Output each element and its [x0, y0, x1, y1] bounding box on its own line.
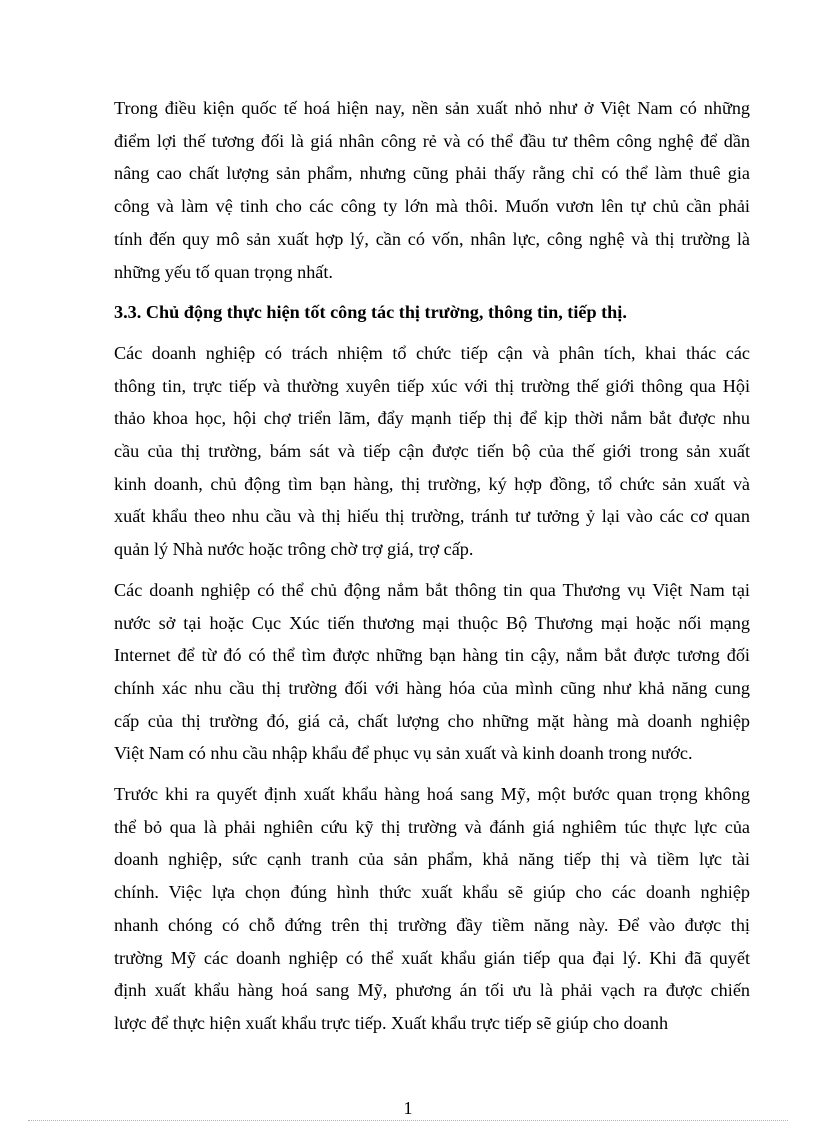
text-line: quản lý Nhà nước hoặc trông chờ trợ giá, trợ cấp. — [114, 539, 474, 560]
text-line: doanh nghiệp, sức cạnh tranh của sản phẩm, khả năng tiếp thị và tiềm lực tài — [114, 849, 750, 870]
text-line: Việt Nam có nhu cầu nhập khẩu để phục vụ sản xuất và kinh doanh trong nước. — [114, 743, 693, 764]
page-number: 1 — [403, 1098, 413, 1118]
text-line: tính đến quy mô sản xuất hợp lý, cần có vốn, nhân lực, công nghệ và thị trường là — [114, 228, 750, 249]
text-line: định xuất khẩu hàng hoá sang Mỹ, phương án tối ưu là phải vạch ra được chiến — [114, 980, 750, 1001]
section-heading — [114, 296, 750, 329]
paragraph — [114, 778, 750, 1040]
text-line: lược để thực hiện xuất khẩu trực tiếp. Xuất khẩu trực tiếp sẽ giúp cho doanh — [114, 1012, 669, 1033]
text-line: cầu của thị trường, bám sát và tiếp cận được tiến bộ của thế giới trong sản xuất — [114, 441, 750, 462]
document-body — [114, 92, 750, 1048]
text-line: công và làm vệ tinh cho các công ty lớn mà thôi. Muốn vươn lên tự chủ cần phải — [114, 196, 750, 217]
text-line: kinh doanh, chủ động tìm bạn hàng, thị trường, ký hợp đồng, tổ chức sản xuất và — [114, 473, 750, 494]
text-line: nước sở tại hoặc Cục Xúc tiến thương mại thuộc Bộ Thương mại hoặc nối mạng — [114, 612, 750, 633]
paragraph — [114, 574, 750, 770]
text-line: Các doanh nghiệp có trách nhiệm tổ chức tiếp cận và phân tích, khai thác các — [114, 342, 750, 363]
text-line: chính. Việc lựa chọn đúng hình thức xuất khẩu sẽ giúp cho các doanh nghiệp — [114, 882, 750, 903]
text-line: Trong điều kiện quốc tế hoá hiện nay, nền sản xuất nhỏ như ở Việt Nam có những — [114, 98, 750, 118]
text-line: Trước khi ra quyết định xuất khẩu hàng hoá sang Mỹ, một bước quan trọng không — [114, 784, 750, 805]
text-line: chính xác nhu cầu thị trường đối với hàng hóa của mình cũng như khả năng cung — [114, 677, 750, 698]
text-line: Internet để từ đó có thể tìm được những bạn hàng tin cậy, nắm bắt được tương đối — [114, 645, 750, 666]
text-line: thảo khoa học, hội chợ triển lãm, đẩy mạnh tiếp thị để kịp thời nắm bắt được nhu — [114, 408, 750, 429]
text-line: nhanh chóng có chỗ đứng trên thị trường đầy tiềm năng này. Để vào được thị — [114, 914, 750, 935]
text-line: Các doanh nghiệp có thể chủ động nắm bắt thông tin qua Thương vụ Việt Nam tại — [114, 579, 750, 600]
footer-divider — [28, 1120, 788, 1121]
text-line: trường Mỹ các doanh nghiệp có thể xuất khẩu gián tiếp qua đại lý. Khi đã quyết — [114, 947, 750, 968]
text-line: xuất khẩu theo nhu cầu và thị hiếu thị trường, tránh tư tưởng ỷ lại vào các cơ quan — [114, 506, 750, 527]
text-line: nâng cao chất lượng sản phẩm, nhưng cũng phải thấy rằng chỉ có thể làm thuê gia — [114, 163, 750, 184]
paragraph — [114, 337, 750, 566]
text-line: những yếu tố quan trọng nhất. — [114, 261, 333, 282]
text-line: thông tin, trực tiếp và thường xuyên tiếp xúc với thị trường thế giới thông qua Hội — [114, 375, 750, 396]
text-line: 3.3. Chủ động thực hiện tốt công tác thị trường, thông tin, tiếp thị. — [114, 302, 627, 323]
paragraph — [114, 92, 750, 288]
text-line: thể bỏ qua là phải nghiên cứu kỹ thị trường và đánh giá nghiêm túc thực lực của — [114, 816, 750, 837]
text-line: cấp của thị trường đó, giá cả, chất lượng cho những mặt hàng mà doanh nghiệp — [114, 710, 750, 731]
text-line: điểm lợi thế tương đối là giá nhân công rẻ và có thể đầu tư thêm công nghệ để dần — [114, 130, 750, 151]
